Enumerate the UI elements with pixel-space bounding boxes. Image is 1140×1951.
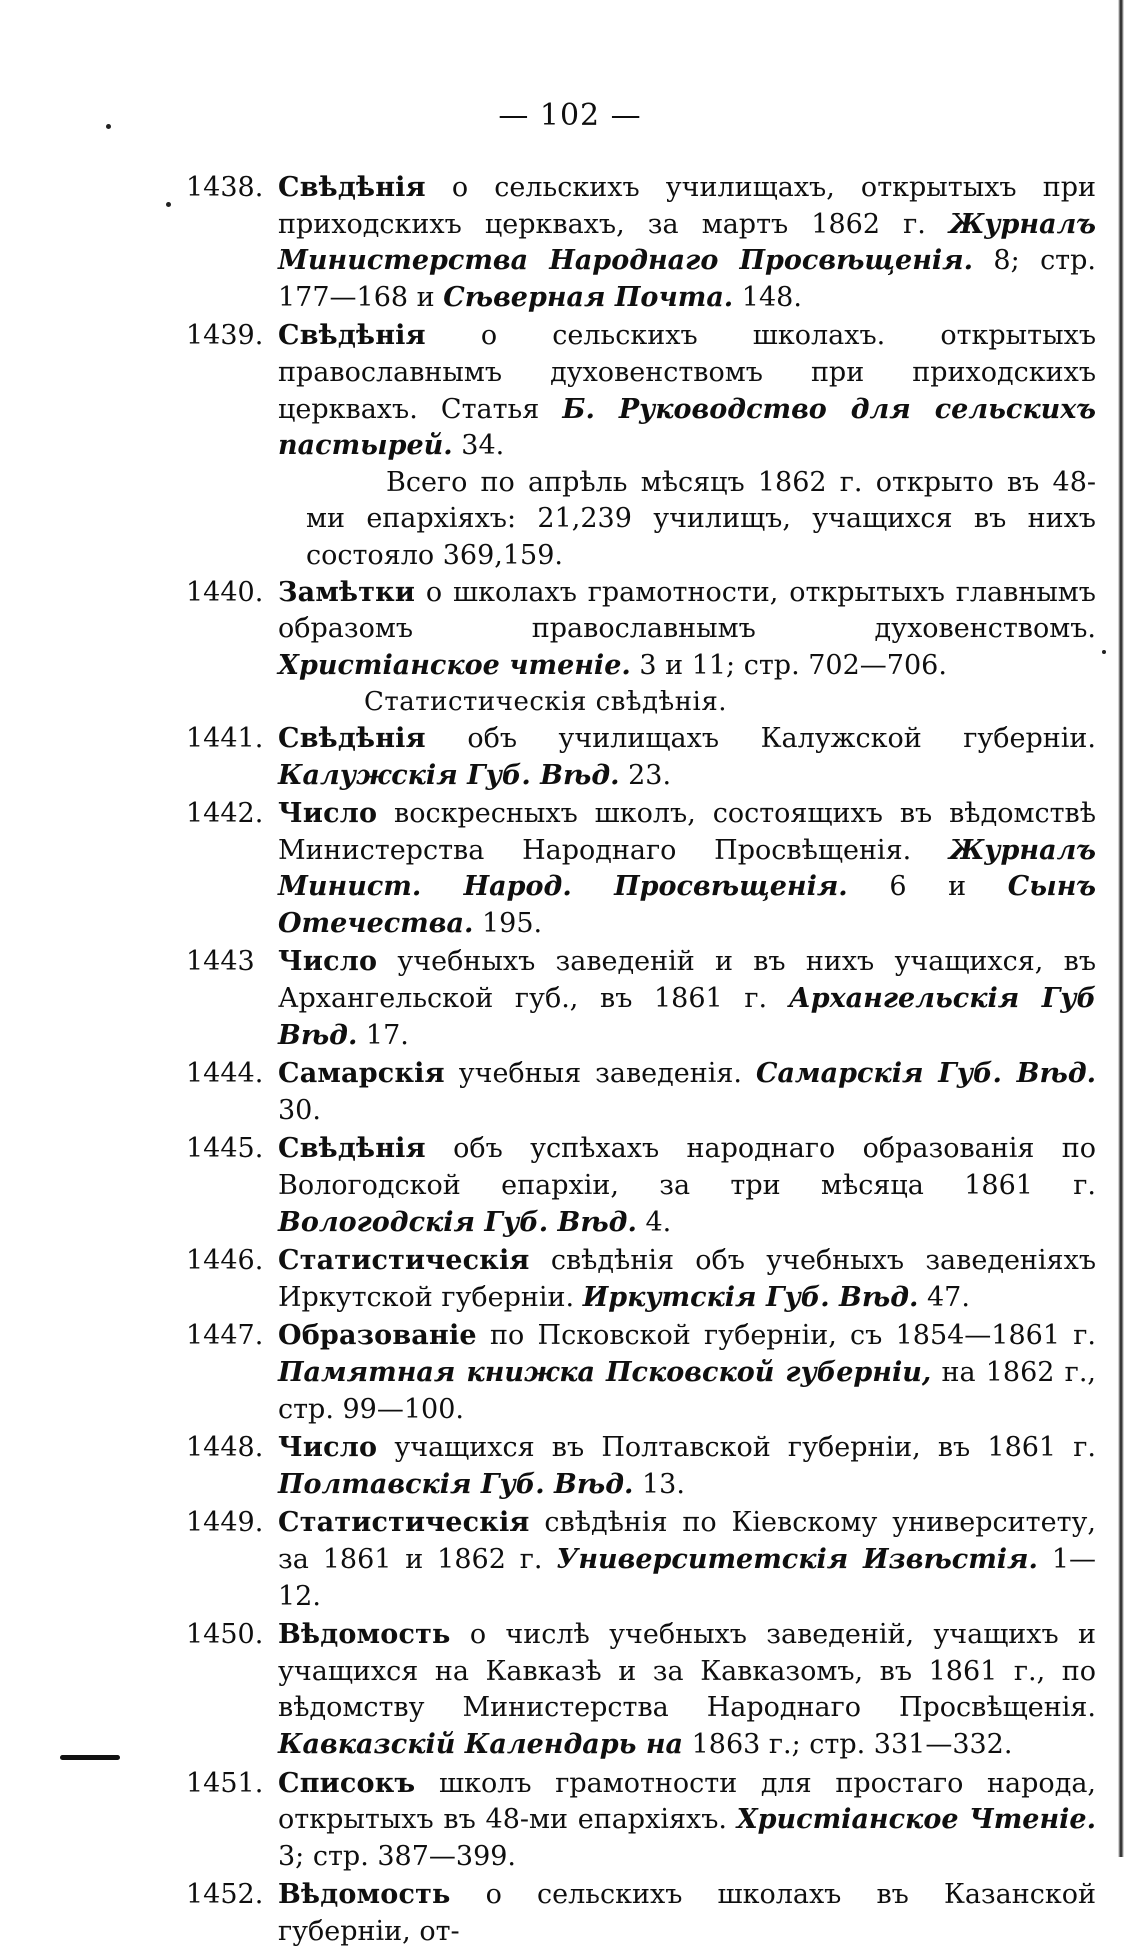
entry-note: Всего по апрѣль мѣсяцъ 1862 г. открыто въ 48-ми епархіяхъ: 21,239 училищъ, учащихся въ нихъ состояло 369,159. (306, 466, 1096, 571)
entry-source: Самарскія Губ. Вѣд. (755, 1058, 1096, 1090)
entry-number: 1439. (186, 320, 264, 352)
entry-source: Журналъ Минист. Народ. Просвѣщенія. (278, 834, 1096, 903)
entry-lead: Число (278, 1432, 378, 1464)
entry-number: 1448. (186, 1432, 264, 1464)
entry-body: школъ грамотности для простаго народа, открытыхъ въ 48-ми епархіяхъ. (278, 1767, 1096, 1836)
entry-source: Университетскія Извѣстія. (556, 1543, 1038, 1575)
entry-source: Христіанское чтеніе. (278, 649, 631, 681)
entry-body: свѣдѣнія по Кіевскому университету, за 1861 и 1862 г. (278, 1507, 1096, 1575)
entry-lead: Свѣдѣнія (278, 1133, 426, 1165)
entry-lead: Вѣдомость (278, 1879, 451, 1911)
page-number: — 102 — (498, 98, 642, 133)
entry-1449 (186, 1505, 1096, 1615)
entry-body: по Псковской губерніи, съ 1854—1861 г. (476, 1320, 1096, 1352)
entry-tail: 6 и (847, 871, 1008, 903)
entry-number: 1451. (186, 1767, 264, 1799)
entry-number: 1447. (186, 1320, 264, 1352)
entry-source: Б. Руководство для сельскихъ пастырей. (278, 393, 1096, 462)
entry-source-2: Сынъ Отечества. (278, 871, 1097, 939)
entry-lead: Свѣдѣнія (278, 320, 426, 352)
entry-text (278, 944, 1096, 1054)
entry-1452 (186, 1877, 1096, 1950)
entry-number: 1438. (186, 172, 264, 203)
entry-lead: Число (278, 946, 378, 978)
entry-tail-2: 148. (733, 281, 802, 313)
page-edge-shadow (1118, 0, 1124, 1857)
entry-text (278, 1430, 1096, 1503)
entry-tail-2: 195. (473, 907, 543, 939)
entry-source: Калужскія Губ. Вѣд. (278, 759, 620, 791)
entry-tail: 3 и 11; стр. 702—706. (630, 649, 947, 681)
ink-smudge (60, 1755, 120, 1760)
entry-body: учебныхъ заведеній и въ нихъ учащихся, въ Архангельской губ., въ 1861 г. (278, 946, 1096, 1015)
entry-number: 1445. (186, 1133, 264, 1165)
entry-source: Вологодскія Губ. Вѣд. (278, 1206, 637, 1238)
entry-body: объ успѣхахъ народнаго образованія по Вологодской епархіи, за три мѣсяца 1861 г. (278, 1133, 1096, 1202)
section-subheading: Статистическія свѣдѣнія. (364, 687, 728, 718)
entry-1448 (186, 1430, 1096, 1503)
entry-1447 (186, 1318, 1096, 1428)
entry-body: о сельскихъ школахъ въ Казанской губерніи, от- (278, 1879, 1096, 1947)
entry-1446 (186, 1243, 1096, 1316)
entry-text (278, 721, 1096, 794)
entry-text (278, 1505, 1096, 1615)
entry-body: о сельскихъ школахъ. открытыхъ православнымъ духовенствомъ при приходскихъ церквахъ. Статья (278, 320, 1096, 425)
entry-1445 (186, 1131, 1096, 1241)
entry-source: Полтавскія Губ. Вѣд. (278, 1468, 634, 1500)
entry-lead: Статистическія (278, 1507, 530, 1539)
entry-text (278, 1056, 1096, 1129)
bibliography-list (186, 170, 1096, 1951)
entry-number: 1440. (186, 576, 264, 608)
entry-lead: Свѣдѣнія (278, 172, 426, 203)
entry-lead: Вѣдомость (278, 1619, 451, 1651)
entry-text (278, 1318, 1096, 1428)
entry-tail: 34. (452, 430, 505, 462)
entry-lead: Самарскія (278, 1058, 445, 1090)
entry-text (278, 575, 1096, 685)
entry-lead: Число (278, 798, 378, 830)
entry-tail: 17. (357, 1019, 409, 1051)
entry-1451 (186, 1766, 1096, 1876)
entry-tail: 30. (278, 1094, 321, 1126)
entry-body: учащихся въ Полтавской губерніи, въ 1861 г. (377, 1432, 1096, 1464)
entry-source: Кавказскій Календарь на (278, 1728, 683, 1760)
entry-1450 (186, 1617, 1096, 1763)
entry-tail: на 1862 г., стр. 99—100. (278, 1357, 1096, 1425)
ink-speck (1102, 650, 1106, 654)
entry-number: 1450. (186, 1619, 264, 1651)
entry-lead: Статистическія (278, 1245, 530, 1277)
entry-lead: Замѣтки (278, 576, 416, 608)
entry-tail: 4. (636, 1206, 672, 1238)
entry-text (278, 1243, 1096, 1316)
entry-source: Памятная книжка Псковской губерніи, (278, 1357, 932, 1388)
entry-tail: 23. (619, 759, 672, 791)
entry-text (278, 1617, 1096, 1763)
entry-number: 1443 (186, 946, 255, 978)
entry-tail: 1—12. (278, 1543, 1097, 1612)
entry-body: о сельскихъ училищахъ, открытыхъ при приходскихъ церквахъ, за мартъ 1862 г. (278, 172, 1096, 240)
entry-1438 (186, 170, 1096, 316)
entry-text (278, 796, 1096, 942)
entry-body: о школахъ грамотности, открытыхъ главнымъ образомъ православнымъ духовенствомъ. (278, 576, 1096, 645)
entry-body: о числѣ учебныхъ заведеній, учащихъ и учащихся на Кавказѣ и за Кавказомъ, въ 1861 г., по вѣдомству Министерства Народнаго Просвѣщенія. (278, 1619, 1096, 1724)
entry-tail: 3; стр. 387—399. (278, 1840, 517, 1872)
entry-1441 (186, 721, 1096, 794)
entry-text (278, 1131, 1096, 1241)
entry-body: свѣдѣнія объ учебныхъ заведеніяхъ Иркутской губерніи. (278, 1245, 1096, 1313)
entry-body: учебныя заведенія. (444, 1058, 756, 1090)
entry-number: 1446. (186, 1245, 264, 1277)
entry-number: 1444. (186, 1058, 264, 1090)
entry-1442 (186, 796, 1096, 942)
entry-tail: 47. (918, 1281, 970, 1313)
entry-source: Журналъ Министерства Народнаго Просвѣщенія. (278, 208, 1096, 277)
entry-text (278, 1877, 1096, 1950)
ink-speck (166, 202, 171, 207)
entry-source-2: Сѣверная Почта. (443, 281, 734, 313)
entry-tail: 1863 г.; стр. 331—332. (683, 1728, 1013, 1760)
entry-text (278, 1766, 1096, 1876)
entry-number: 1449. (186, 1507, 264, 1539)
entry-lead: Списокъ (278, 1767, 416, 1799)
entry-text (278, 170, 1096, 316)
entry-1440 (186, 575, 1096, 685)
entry-tail: 13. (633, 1468, 685, 1500)
entry-1443 (186, 944, 1096, 1054)
entry-1439 (186, 318, 1096, 464)
entry-source: Архангельскія Губ Вѣд. (278, 983, 1096, 1051)
ink-speck (106, 124, 111, 129)
entry-number: 1452. (186, 1879, 264, 1911)
entry-tail: 8; стр. 177—168 и (278, 245, 1096, 313)
entry-source: Иркутскія Губ. Вѣд. (582, 1281, 919, 1313)
entry-lead: Образованіе (278, 1320, 477, 1352)
entry-text (278, 318, 1096, 464)
entry-source: Христіанское Чтеніе. (736, 1804, 1096, 1836)
entry-1444 (186, 1056, 1096, 1129)
entry-body: воскресныхъ школъ, состоящихъ въ вѣдомствѣ Министерства Народнаго Просвѣщенія. (278, 798, 1096, 866)
entry-number: 1441. (186, 722, 264, 754)
entry-body: объ училищахъ Калужской губерніи. (425, 722, 1096, 754)
entry-lead: Свѣдѣнія (278, 722, 426, 754)
entry-number: 1442. (186, 798, 264, 830)
